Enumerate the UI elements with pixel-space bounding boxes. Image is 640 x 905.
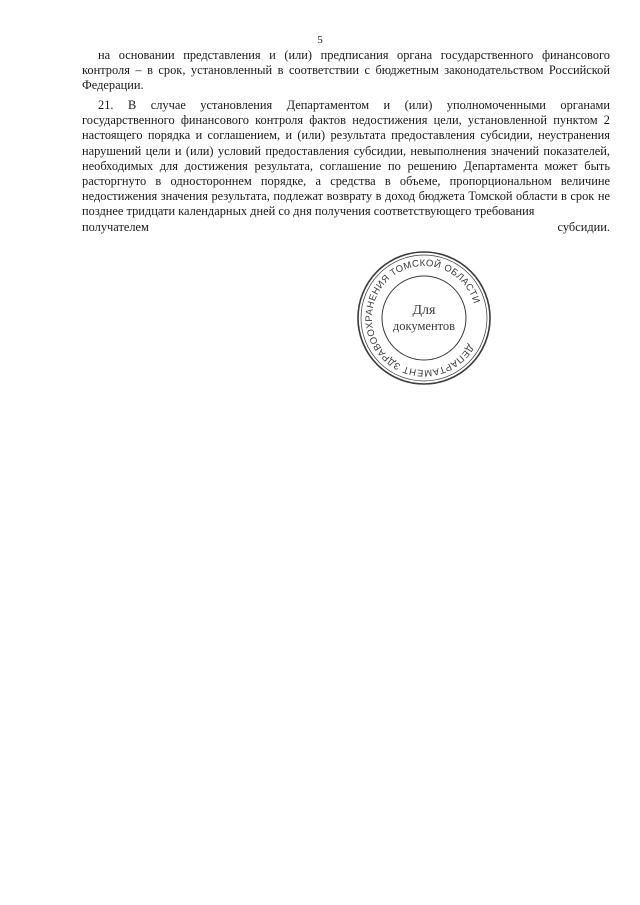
paragraph-21-text: 21. В случае установления Департаментом и (или) уполномоченными органами государственного финансового контроля фактов недостижения цели, установленной пунктом 2 настоящего порядка и соглашением, и (или) результата предоставления субсидии, неустранения нарушений цели и (или) условий предоставления субсидии, невыполнения значений показателей, необходимых для достижения результата, соглашение по решению Департамента может быть расторгнуто в одностороннем порядке, а средства в объеме, пропорциональном величине недостижения значения результата, подлежат возврату в доход бюджета Томской области в срок не позднее тридцати календарных дней со дня получения соответствующего требования <box>82 98 610 219</box>
stamp-outer-ring <box>358 252 490 384</box>
stamp-outer-ring-inner <box>361 255 487 381</box>
svg-text:ДЕПАРТАМЕНТ ЗДРАВООХРАНЕНИЯ ТО <box>354 248 494 388</box>
page-number: 5 <box>317 34 323 46</box>
last-line-left: получателем <box>82 219 149 234</box>
paragraph-21 <box>82 98 610 235</box>
paragraph-continuation <box>82 48 610 94</box>
stamp-center-line-2: документов <box>392 319 456 333</box>
department-stamp <box>354 248 494 388</box>
stamp-center-line-1: Для <box>412 303 436 318</box>
stamp-ring-text: ДЕПАРТАМЕНТ ЗДРАВООХРАНЕНИЯ ТОМСКОЙ ОБЛАСТИ <box>363 257 482 379</box>
paragraph-text: на основании представления и (или) предписания органа государственного финансового контроля – в срок, установленный в соответствии с бюджетным законодательством Российской Федерации. <box>82 48 610 93</box>
stamp-inner-ring <box>382 276 466 360</box>
paragraph-21-last-line <box>82 220 610 235</box>
last-line-right: субсидии. <box>557 219 610 234</box>
